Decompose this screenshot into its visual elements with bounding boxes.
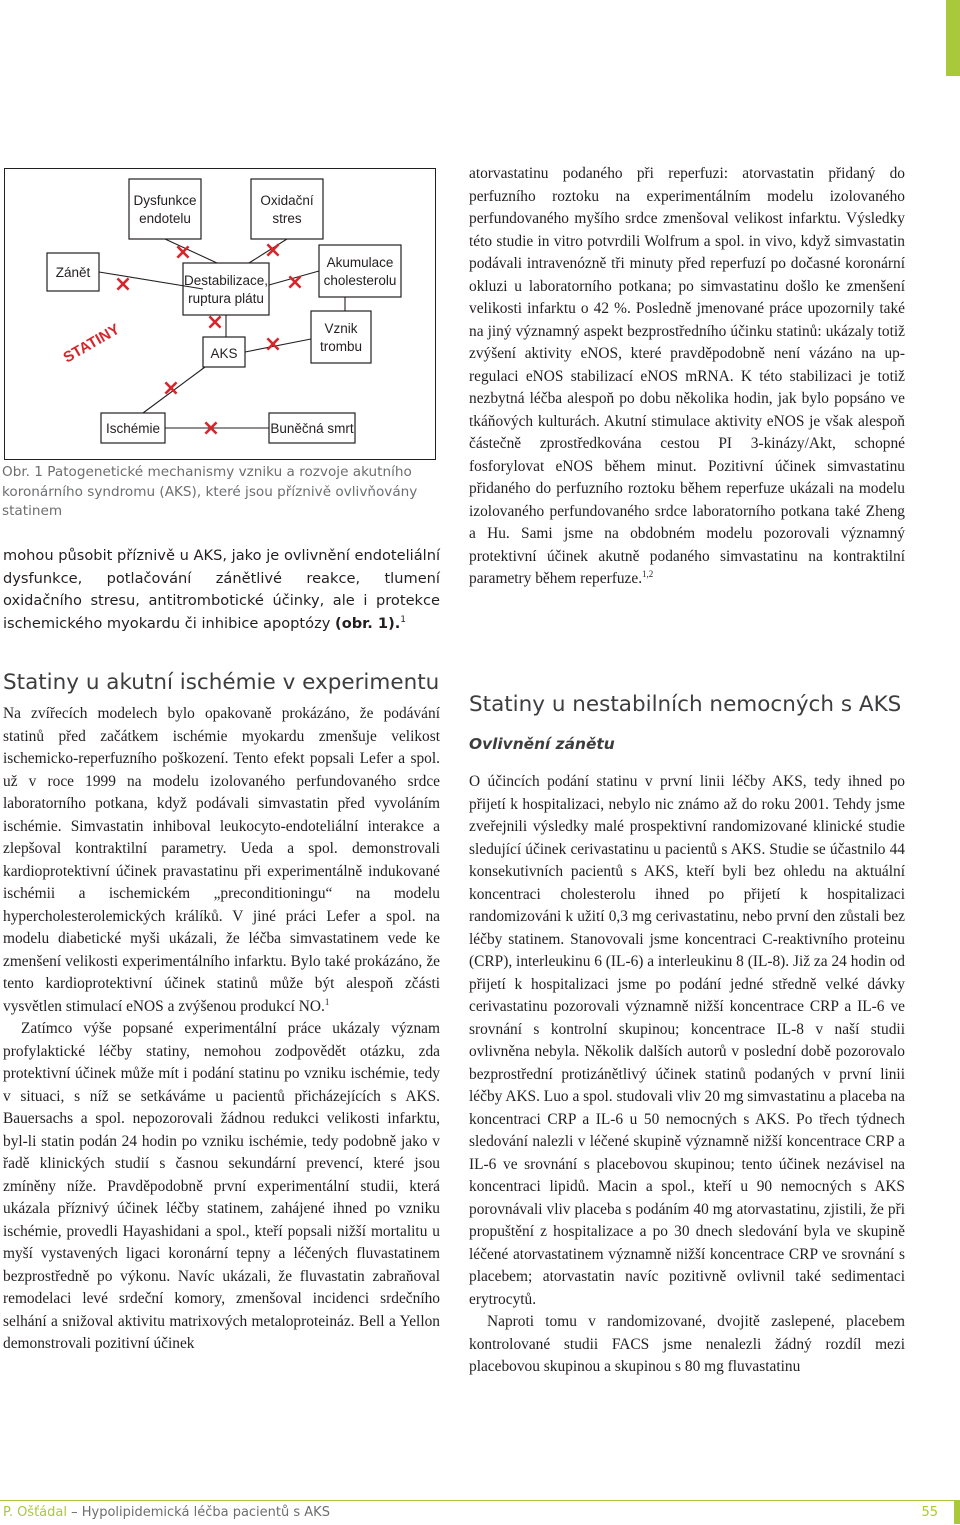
- left-intro: [3, 545, 440, 635]
- paragraph: atorvastatinu podaného při reperfuzi: atorvastatin přidaný do perfuzního roztoku na experimentálním modelu izolovaného perfundovaného myšího srdce zmenšoval velikost infarktu. Výsledky této studie in vitro potvrdili Wolfrum a spol. in vivo, když simvastatin podávali intravenózně tři minuty před reperfuzí po dočasné koronární okluzi u laboratorního potkana; po simvastatinu došlo ke zmenšení velikosti infarktu o 42 %. Posledně jmenované práce upozornily také na jiný významný aspekt bezprostředního účinku statinů: ukázaly totiž zvýšení aktivity eNOS, které pravděpodobně není vázáno na up-regulaci eNOS stabilizací eNOS mRNA. K této stabilizaci je totiž nezbytná léčba alespoň po dobu několika hodin, jak bylo popsáno ve tkáňových kulturách. Akutní stimulace aktivity eNOS je však alespoň částečně zprostředkována cestou PI 3-kinázy/Akt, schopné fosforylovat eNOS během minut. Pozitivní účinek simvastatinu přidaného do perfuzního roztoku během reperfuze ukázali na modelu izolovaného perfundovaného srdce laboratorního potkana také Zheng a Hu. Sami jsme na obdobném modelu pozorovali významný protektivní účinek akutně podaného simvastatinu na kontraktilní parametry během reperfuze.$^{1,2}$: [469, 165, 905, 587]
- figure-diagram: [5, 169, 437, 461]
- statiny-label: STATINY: [60, 320, 123, 367]
- node-oxidacni-stres: [251, 179, 323, 239]
- figure-1: [4, 168, 436, 460]
- node-label: AKS: [210, 346, 238, 361]
- right-column-text-bottom: [469, 771, 905, 1379]
- section-heading-aks: Statiny u nestabilních nemocných s AKS: [469, 692, 902, 717]
- cross-mark: ×: [205, 310, 225, 335]
- intro-text: mohou působit příznivě u AKS, jako je ovlivnění endoteliální dysfunkce, potlačování zánětlivé reakce, tlumení oxidačního stresu, antitrombotické účinky, ale i protekce ischemického myokardu či inhibice apoptózy: [3, 547, 440, 632]
- paragraph: Naproti tomu v randomizované, dvojitě zaslepené, placebem kontrolované studii FACS jsme nenalezli žádný rozdíl mezi placebovou skupinou a skupinou s 80 mg fluvastatinu: [469, 1313, 905, 1375]
- cross-mark: ×: [161, 376, 181, 401]
- cross-mark: ×: [263, 332, 283, 357]
- page-number: 55: [921, 1505, 938, 1520]
- right-column-text-top: [469, 163, 905, 591]
- node-label: Vznik: [324, 321, 358, 336]
- node-label: Dysfunkce: [133, 193, 197, 208]
- cross-mark: ×: [201, 416, 221, 441]
- sidebar-accent-bar: [946, 0, 960, 76]
- figure-reference: (obr. 1).: [335, 614, 401, 632]
- subheading-inflammation: Ovlivnění zánětu: [469, 735, 615, 753]
- reference-sup: 1: [324, 996, 330, 1007]
- cross-mark: ×: [173, 240, 193, 265]
- cross-mark: ×: [285, 270, 305, 295]
- node-label: Destabilizace,: [183, 273, 269, 288]
- left-column-text: [3, 703, 440, 1356]
- node-label: stres: [272, 211, 302, 226]
- footer-title: Hypolipidemická léčba pacientů s AKS: [81, 1505, 330, 1520]
- reference-sup: 1: [400, 614, 407, 625]
- footer-author: P. Ošťádal: [3, 1505, 67, 1520]
- running-footer: [3, 1505, 330, 1520]
- node-label: ruptura plátu: [188, 291, 264, 306]
- node-label: cholesterolu: [323, 273, 397, 288]
- node-label: Oxidační: [260, 193, 314, 208]
- node-dysfunkce: [129, 179, 201, 239]
- node-label: Zánět: [55, 265, 91, 280]
- node-vznik-trombu: [311, 311, 371, 363]
- reference-sup: 1,2: [642, 568, 654, 579]
- node-destabilizace: [183, 263, 269, 315]
- node-akumulace: [319, 245, 401, 297]
- section-heading-experiment: Statiny u akutní ischémie v experimentu: [3, 670, 440, 695]
- figure-caption: Obr. 1 Patogenetické mechanismy vzniku a rozvoje akutního koronárního syndromu (AKS), které jsou příznivě ovlivňovány statinem: [2, 464, 418, 519]
- cross-mark: ×: [113, 272, 133, 297]
- footer-accent-bar: [954, 1500, 960, 1524]
- node-label: Buněčná smrt: [270, 421, 354, 436]
- node-label: Akumulace: [326, 255, 394, 270]
- node-label: endotelu: [139, 211, 191, 226]
- paragraph: Na zvířecích modelech bylo opakovaně prokázáno, že podávání statinů před začátkem ischémie myokardu zmenšuje velikost ischemicko-reperfuzního poškození. Tento efekt popsali Lefer a spol. už v roce 1999 na modelu izolovaného perfundovaného srdce laboratorního potkana, když podávali simvastatin před vyvoláním ischémie. Simvastatin inhiboval leukocyto-endoteliální interakce a zlepšoval kontraktilní parametry. Ueda a spol. demonstrovali kardioprotektivní účinek pravastatinu při experimentálně indukované ischémii a ischemickém „preconditioningu“ na modelu hypercholesterolemických králíků. V jiné práci Lefer a spol. na modelu diabetické myši ukázali, že léčba simvastatinem vede ke zmenšení velikosti experimentálního infarktu. Bylo také prokázáno, že tento kardioprotektivní účinek statinů může být alespoň zčásti vysvětlen stimulací eNOS a zvýšenou produkcí NO.$^1$: [3, 705, 440, 1015]
- node-label: Ischémie: [105, 421, 161, 436]
- figure-cross-marks: [114, 238, 304, 441]
- cross-mark: ×: [263, 238, 283, 263]
- node-label: trombu: [319, 339, 363, 354]
- paragraph: O účincích podání statinu v první linii léčby AKS, tedy ihned po přijetí k hospitalizaci, nebylo nic známo až do roku 2001. Tehdy jsme zveřejnili výsledky malé prospektivní randomizované klinické studie sledující účinek cerivastatinu u pacientů s AKS. Studie se účastnilo 44 konsekutivních pacientů s AKS, kteří byli bez ohledu na aktuální koncentraci cholesterolu ihned po přijetí k hospitalizaci randomizováni k užití 0,3 mg cerivastatinu, nebo první den zůstali bez léčby statinem. Stanovovali jsme koncentraci C-reaktivního proteinu (CRP), interleukinu 6 (IL-6) a interleukinu 8 (IL-8). Již za 24 hodin od přijetí k hospitalizaci jsme po podání jedné středně velké dávky cerivastatinu pozorovali významně nižší koncentrace CRP a IL-6 ve srovnání s kontrolní skupinou; koncentrace IL-8 v naší studii ovlivněna nebyla. Několik dalších autorů v poslední době pozorovalo bezprostřední protizánětlivý účinek statinů podaných v první linii léčby AKS. Luo a spol. studovali vliv 20 mg simvastatinu a placeba na koncentraci CRP a IL-6 u 50 nemocných s AKS. Po třech týdnech sledování nalezli v léčené skupině významně nižší koncentrace CRP a IL-6 ve srovnání s placebovou skupinou; tento účinek nezávisel na koncentraci lipidů. Macin a spol., kteří u 90 nemocných s AKS porovnávali vliv placeba s podáním 40 mg atorvastatinu, zjistili, že při propuštění z hospitalizace a po 30 dnech sledování byla ve skupině léčené atorvastatinem významně nižší koncentrace CRP ve srovnání s placebem; atorvastatin navíc pozitivně ovlivnil také sedimentaci erytrocytů.: [469, 773, 905, 1308]
- footer-dash: –: [66, 1505, 82, 1520]
- paragraph: Zatímco výše popsané experimentální práce ukázaly význam profylaktické léčby statiny, nemohou zodpovědět otázku, zda protektivní účinek může mít i podání statinu po vzniku ischémie, tedy v situaci, s níž se setkáváme u pacientů přicházejících s AKS. Bauersachs a spol. nepozorovali žádnou redukci velikosti infarktu, byl-li statin podán 24 hodin po vzniku ischémie, tedy podobně jako v řadě klinických studií s časnou sekundární prevencí, které jsou zmíněny níže. Pravděpodobně první experimentální studii, která ukázala příznivý účinek léčby statinem, zahájené ihned po vzniku ischémie, provedli Hayashidani a spol., kteří popsali nižší mortalitu u myší vystavených ligaci koronární tepny a léčených fluvastatinem bezprostředně po výkonu. Navíc ukázali, že fluvastatin zabraňoval remodelaci levé srdeční komory, zmenšoval incidenci srdečního selhání a snižoval aktivitu matrixových metaloproteináz. Bell a Yellon demonstrovali pozitivní účinek: [3, 1020, 440, 1352]
- page-footer: [0, 1500, 960, 1525]
